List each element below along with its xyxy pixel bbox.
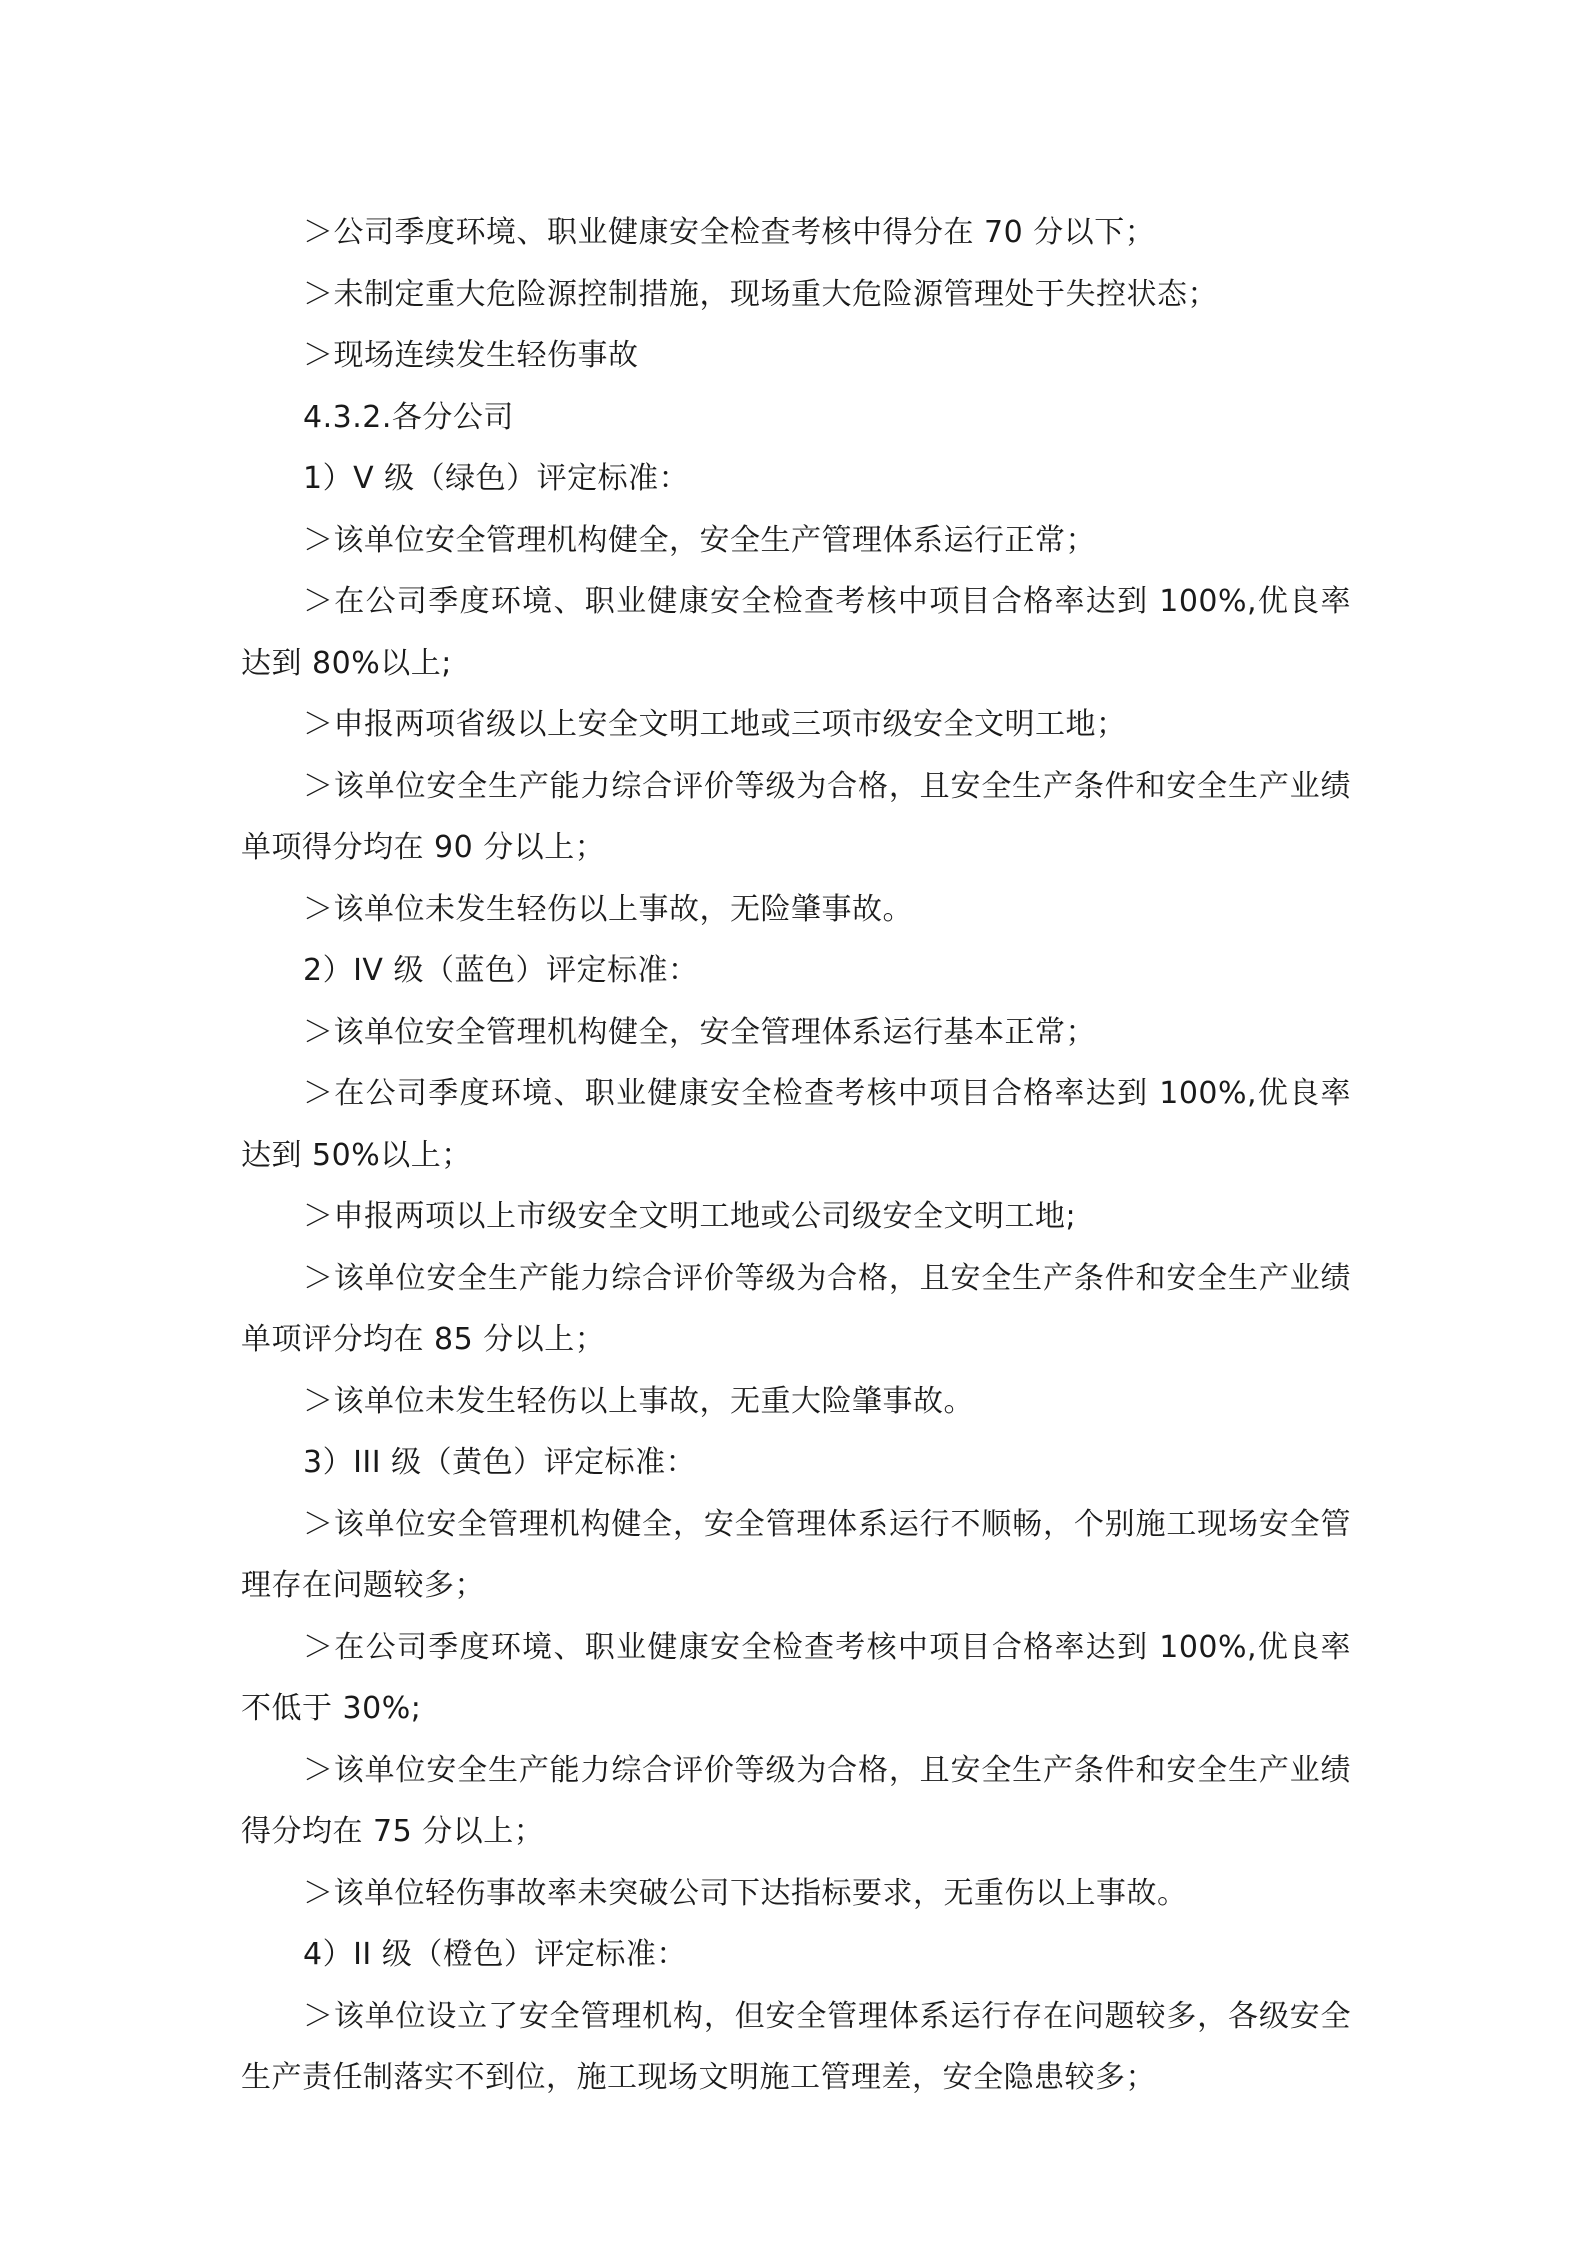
paragraph: ＞该单位安全管理机构健全，安全生产管理体系运行正常； — [303, 522, 1096, 558]
paragraph: ＞该单位安全管理机构健全，安全管理体系运行基本正常； — [303, 1014, 1096, 1050]
document-body — [241, 202, 1351, 2109]
paragraph: ＞申报两项以上市级安全文明工地或公司级安全文明工地; — [303, 1199, 1077, 1234]
paragraph: ＞该单位安全生产能力综合评价等级为合格，且安全生产条件和安全生产业绩单项得分均在 90 分以上； — [241, 768, 1351, 865]
paragraph: ＞在公司季度环境、职业健康安全检查考核中项目合格率达到 100%,优良率不低于 30%; — [241, 1629, 1351, 1726]
paragraph: ＞未制定重大危险源控制措施，现场重大危险源管理处于失控状态； — [303, 276, 1218, 312]
section-heading: 4.3.2.各分公司 — [303, 399, 514, 435]
paragraph: ＞该单位安全管理机构健全，安全管理体系运行不顺畅，个别施工现场安全管理存在问题较多； — [241, 1506, 1351, 1603]
paragraph: ＞申报两项省级以上安全文明工地或三项市级安全文明工地； — [303, 707, 1127, 742]
paragraph: ＞公司季度环境、职业健康安全检查考核中得分在 70 分以下； — [303, 215, 1156, 250]
paragraph: ＞在公司季度环境、职业健康安全检查考核中项目合格率达到 100%,优良率达到 80%以上; — [241, 584, 1351, 681]
level-heading: 3）III 级（黄色）评定标准： — [303, 1445, 697, 1480]
paragraph: ＞该单位设立了安全管理机构，但安全管理体系运行存在问题较多，各级安全生产责任制落实不到位，施工现场文明施工管理差，安全隐患较多； — [241, 1998, 1351, 2095]
paragraph: ＞在公司季度环境、职业健康安全检查考核中项目合格率达到 100%,优良率达到 50%以上； — [241, 1076, 1351, 1173]
level-heading: 4）II 级（橙色）评定标准： — [303, 1937, 687, 1972]
paragraph: ＞现场连续发生轻伤事故 — [303, 338, 639, 373]
paragraph: ＞该单位未发生轻伤以上事故，无重大险肇事故。 — [303, 1383, 974, 1419]
paragraph: ＞该单位轻伤事故率未突破公司下达指标要求，无重伤以上事故。 — [303, 1875, 1188, 1911]
paragraph: ＞该单位未发生轻伤以上事故，无险肇事故。 — [303, 891, 913, 927]
paragraph: ＞该单位安全生产能力综合评价等级为合格，且安全生产条件和安全生产业绩单项评分均在 85 分以上； — [241, 1260, 1351, 1357]
paragraph: ＞该单位安全生产能力综合评价等级为合格，且安全生产条件和安全生产业绩得分均在 75 分以上； — [241, 1752, 1351, 1849]
level-heading: 1）V 级（绿色）评定标准： — [303, 461, 690, 496]
level-heading: 2）IV 级（蓝色）评定标准： — [303, 953, 699, 988]
